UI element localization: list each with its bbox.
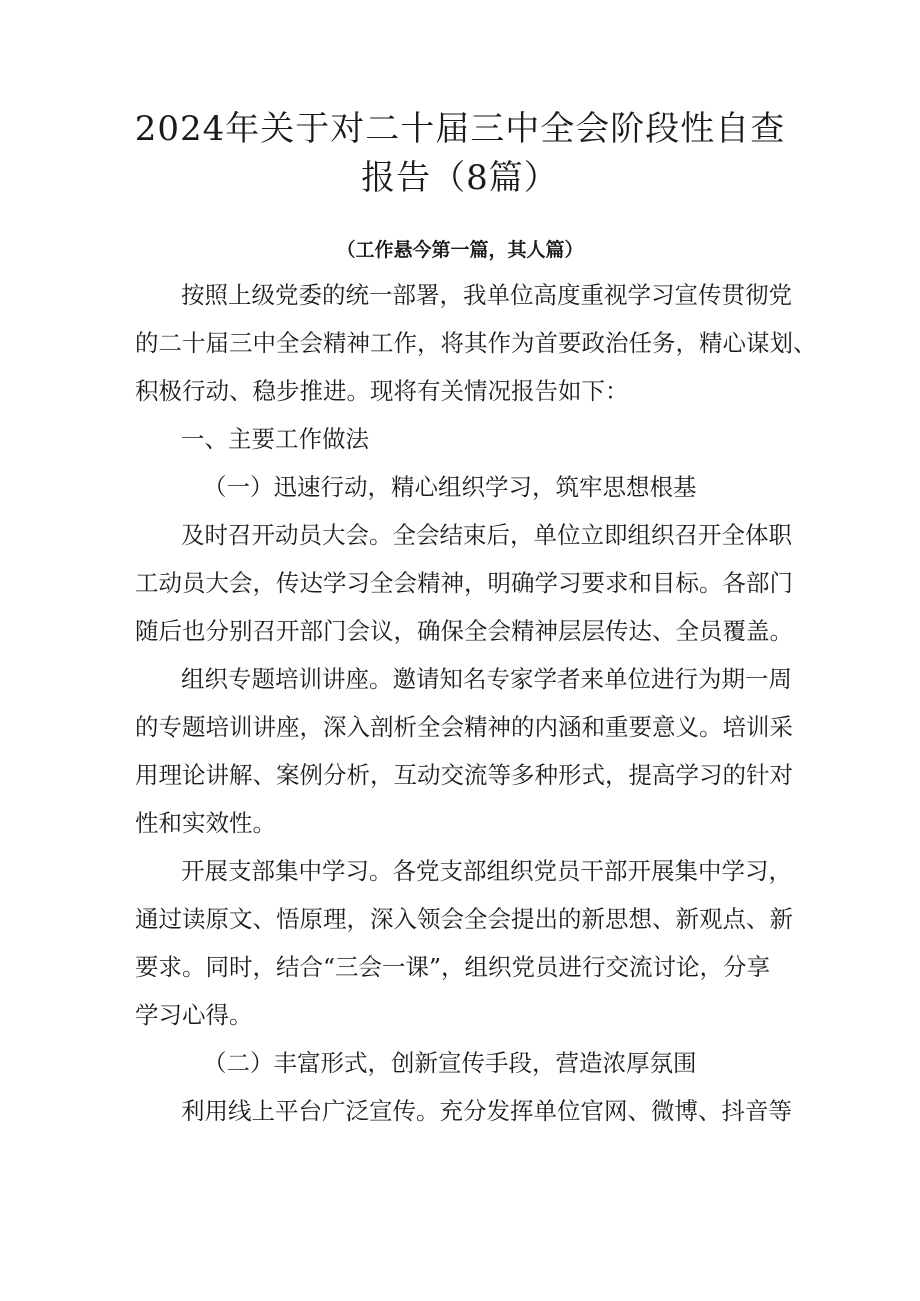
document-title-line-2: 报告（8篇） — [361, 158, 559, 198]
body-line: 随后也分别召开部门会议，确保全会精神层层传达、全员覆盖。 — [135, 617, 793, 645]
body-line: 的二十届三中全会精神工作，将其作为首要政治任务，精心谋划、 — [135, 329, 817, 357]
body-line: 用理论讲解、案例分析，互动交流等多种形式，提高学习的针对 — [135, 761, 793, 789]
body-line: 要求。同时，结合“三会一课”，组织党员进行交流讨论，分享 — [135, 953, 771, 981]
subsection-heading: （二）丰富形式，创新宣传手段，营造浓厚氛围 — [203, 1049, 697, 1077]
body-line: 工动员大会，传达学习全会精神，明确学习要求和目标。各部门 — [135, 569, 793, 597]
body-line: 通过读原文、悟原理，深入领会全会提出的新思想、新观点、新 — [135, 905, 793, 933]
document-subtitle: （工作悬今第一篇，其人篇） — [336, 239, 584, 261]
body-line: 利用线上平台广泛宣传。充分发挥单位官网、微博、抖音等 — [181, 1097, 792, 1125]
body-line: 组织专题培训讲座。邀请知名专家学者来单位进行为期一周 — [181, 665, 792, 693]
body-line: 及时召开动员大会。全会结束后，单位立即组织召开全体职 — [181, 521, 792, 549]
body-line: 的专题培训讲座，深入剖析全会精神的内涵和重要意义。培训采 — [135, 713, 793, 741]
body-line: 积极行动、稳步推进。现将有关情况报告如下： — [135, 377, 629, 405]
subsection-heading: （一）迅速行动，精心组织学习，筑牢思想根基 — [203, 473, 697, 501]
body-line: 开展支部集中学习。各党支部组织党员干部开展集中学习， — [181, 857, 792, 885]
body-line: 性和实效性。 — [135, 809, 276, 837]
document-title-line-1: 2024年关于对二十届三中全会阶段性自查 — [134, 109, 786, 149]
body-line: 学习心得。 — [135, 1001, 253, 1029]
section-heading: 一、主要工作做法 — [181, 425, 369, 453]
body-line: 按照上级党委的统一部署，我单位高度重视学习宣传贯彻党 — [181, 281, 792, 309]
